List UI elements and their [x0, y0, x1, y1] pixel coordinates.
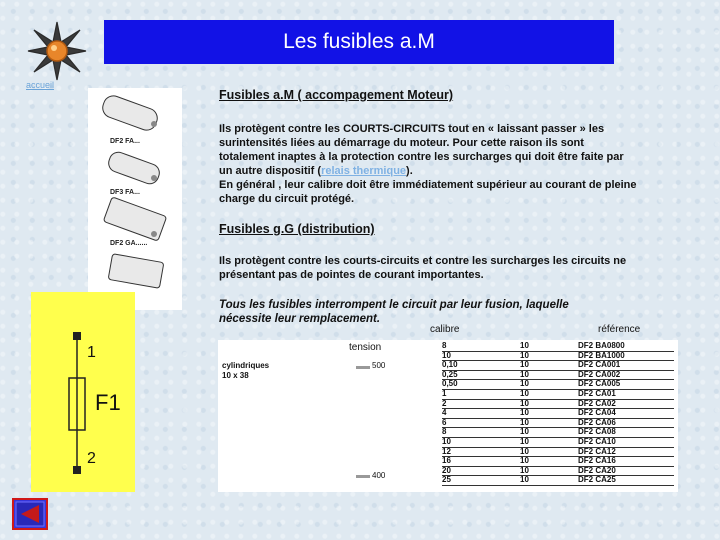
back-button[interactable]: [12, 498, 48, 530]
qty-cell: 10: [504, 418, 578, 428]
calibre-cell: 8: [442, 342, 504, 351]
fuse-table: [442, 342, 674, 486]
col-calibre-header: calibre: [430, 324, 460, 335]
qty-cell: 10: [504, 437, 578, 447]
back-arrow-icon: [12, 498, 48, 530]
calibre-cell: 20: [442, 466, 504, 476]
logo: [26, 20, 88, 82]
reference-cell: DF2 BA0800: [578, 342, 674, 351]
calibre-cell: 2: [442, 399, 504, 409]
qty-cell: 10: [504, 428, 578, 438]
reference-cell: DF2 BA1000: [578, 351, 674, 361]
section-am-text-2: En général , leur calibre doit être immédiatement supérieur au courant de pleine charge du circuit protégé.: [219, 179, 637, 205]
qty-cell: 10: [504, 476, 578, 486]
calibre-cell: 0,10: [442, 361, 504, 371]
table-row: [442, 342, 674, 351]
table-row: [442, 370, 674, 380]
calibre-cell: 6: [442, 418, 504, 428]
calibre-cell: 4: [442, 409, 504, 419]
calibre-cell: 0,50: [442, 380, 504, 390]
table-row: [442, 418, 674, 428]
table-row: [442, 380, 674, 390]
calibre-cell: 0,25: [442, 370, 504, 380]
page-title-banner: [104, 20, 614, 64]
fuse-caption: DF3 FA...: [110, 189, 140, 196]
section-am-text: [219, 122, 639, 206]
qty-cell: 10: [504, 351, 578, 361]
voltage-marker: [356, 366, 370, 369]
table-row: [442, 428, 674, 438]
table-row: [442, 466, 674, 476]
qty-cell: 10: [504, 389, 578, 399]
qty-cell: 10: [504, 370, 578, 380]
reference-cell: DF2 CA04: [578, 409, 674, 419]
table-row: [442, 409, 674, 419]
calibre-cell: 25: [442, 476, 504, 486]
fuse-label: F1: [95, 390, 121, 415]
fuse-caption: DF2 GA......: [110, 240, 148, 247]
row-label-type: cylindriques: [222, 361, 270, 370]
section-gg-text: Ils protègent contre les courts-circuits et contre les surcharges les circuits ne présentant pas de pointes de courant importantes.: [219, 255, 627, 281]
col-tension-header: tension: [349, 342, 382, 353]
qty-cell: 10: [504, 409, 578, 419]
table-row: [442, 361, 674, 371]
qty-cell: 10: [504, 399, 578, 409]
calibre-cell: 12: [442, 447, 504, 457]
section-am-text-part2: ).: [406, 165, 413, 177]
reference-cell: DF2 CA002: [578, 370, 674, 380]
terminal-top-label: 1: [87, 344, 96, 361]
fuse-illustration: [88, 88, 182, 310]
qty-cell: 10: [504, 447, 578, 457]
table-row: [442, 476, 674, 486]
table-row: [442, 389, 674, 399]
qty-cell: 10: [504, 342, 578, 351]
section-gg-heading: Fusibles g.G (distribution): [219, 222, 375, 236]
section-am-text-part1: Ils protègent contre les COURTS-CIRCUITS tout en « laissant passer » les surintensités liées au démarrage du moteur. Pour cette raison ils sont totalement inaptes à la protection contre les surcharges qui doit être faite par un autre dispositif (: [219, 123, 624, 177]
table-row: [442, 399, 674, 409]
voltage-marker: [356, 475, 370, 478]
voltage-400: 400: [372, 471, 386, 480]
qty-cell: 10: [504, 457, 578, 467]
table-row: [442, 447, 674, 457]
reference-cell: DF2 CA001: [578, 361, 674, 371]
reference-cell: DF2 CA12: [578, 447, 674, 457]
fuse-caption: DF2 FA...: [110, 138, 140, 145]
col-reference-header: référence: [598, 324, 641, 335]
relais-thermique-link[interactable]: relais thermique: [321, 165, 407, 177]
calibre-cell: 10: [442, 437, 504, 447]
table-row: [442, 351, 674, 361]
calibre-cell: 1: [442, 389, 504, 399]
row-label-size: 10 x 38: [222, 371, 249, 380]
page-title: Les fusibles a.M: [283, 30, 435, 53]
reference-cell: DF2 CA06: [578, 418, 674, 428]
reference-cell: DF2 CA01: [578, 389, 674, 399]
calibre-cell: 16: [442, 457, 504, 467]
reference-cell: DF2 CA08: [578, 428, 674, 438]
qty-cell: 10: [504, 361, 578, 371]
reference-cell: DF2 CA20: [578, 466, 674, 476]
qty-cell: 10: [504, 380, 578, 390]
home-link[interactable]: accueil: [26, 80, 55, 90]
fuse-note: Tous les fusibles interrompent le circuit par leur fusion, laquelle nécessite leur remplacement.: [219, 299, 569, 325]
fuse-schema: [31, 292, 135, 492]
calibre-cell: 10: [442, 351, 504, 361]
voltage-500: 500: [372, 361, 386, 370]
reference-cell: DF2 CA005: [578, 380, 674, 390]
qty-cell: 10: [504, 466, 578, 476]
reference-cell: DF2 CA02: [578, 399, 674, 409]
table-row: [442, 457, 674, 467]
section-am-heading: Fusibles a.M ( accompagement Moteur): [219, 88, 454, 102]
calibre-cell: 8: [442, 428, 504, 438]
terminal-bottom-label: 2: [87, 450, 96, 467]
reference-cell: DF2 CA10: [578, 437, 674, 447]
reference-cell: DF2 CA25: [578, 476, 674, 486]
table-row: [442, 437, 674, 447]
reference-cell: DF2 CA16: [578, 457, 674, 467]
